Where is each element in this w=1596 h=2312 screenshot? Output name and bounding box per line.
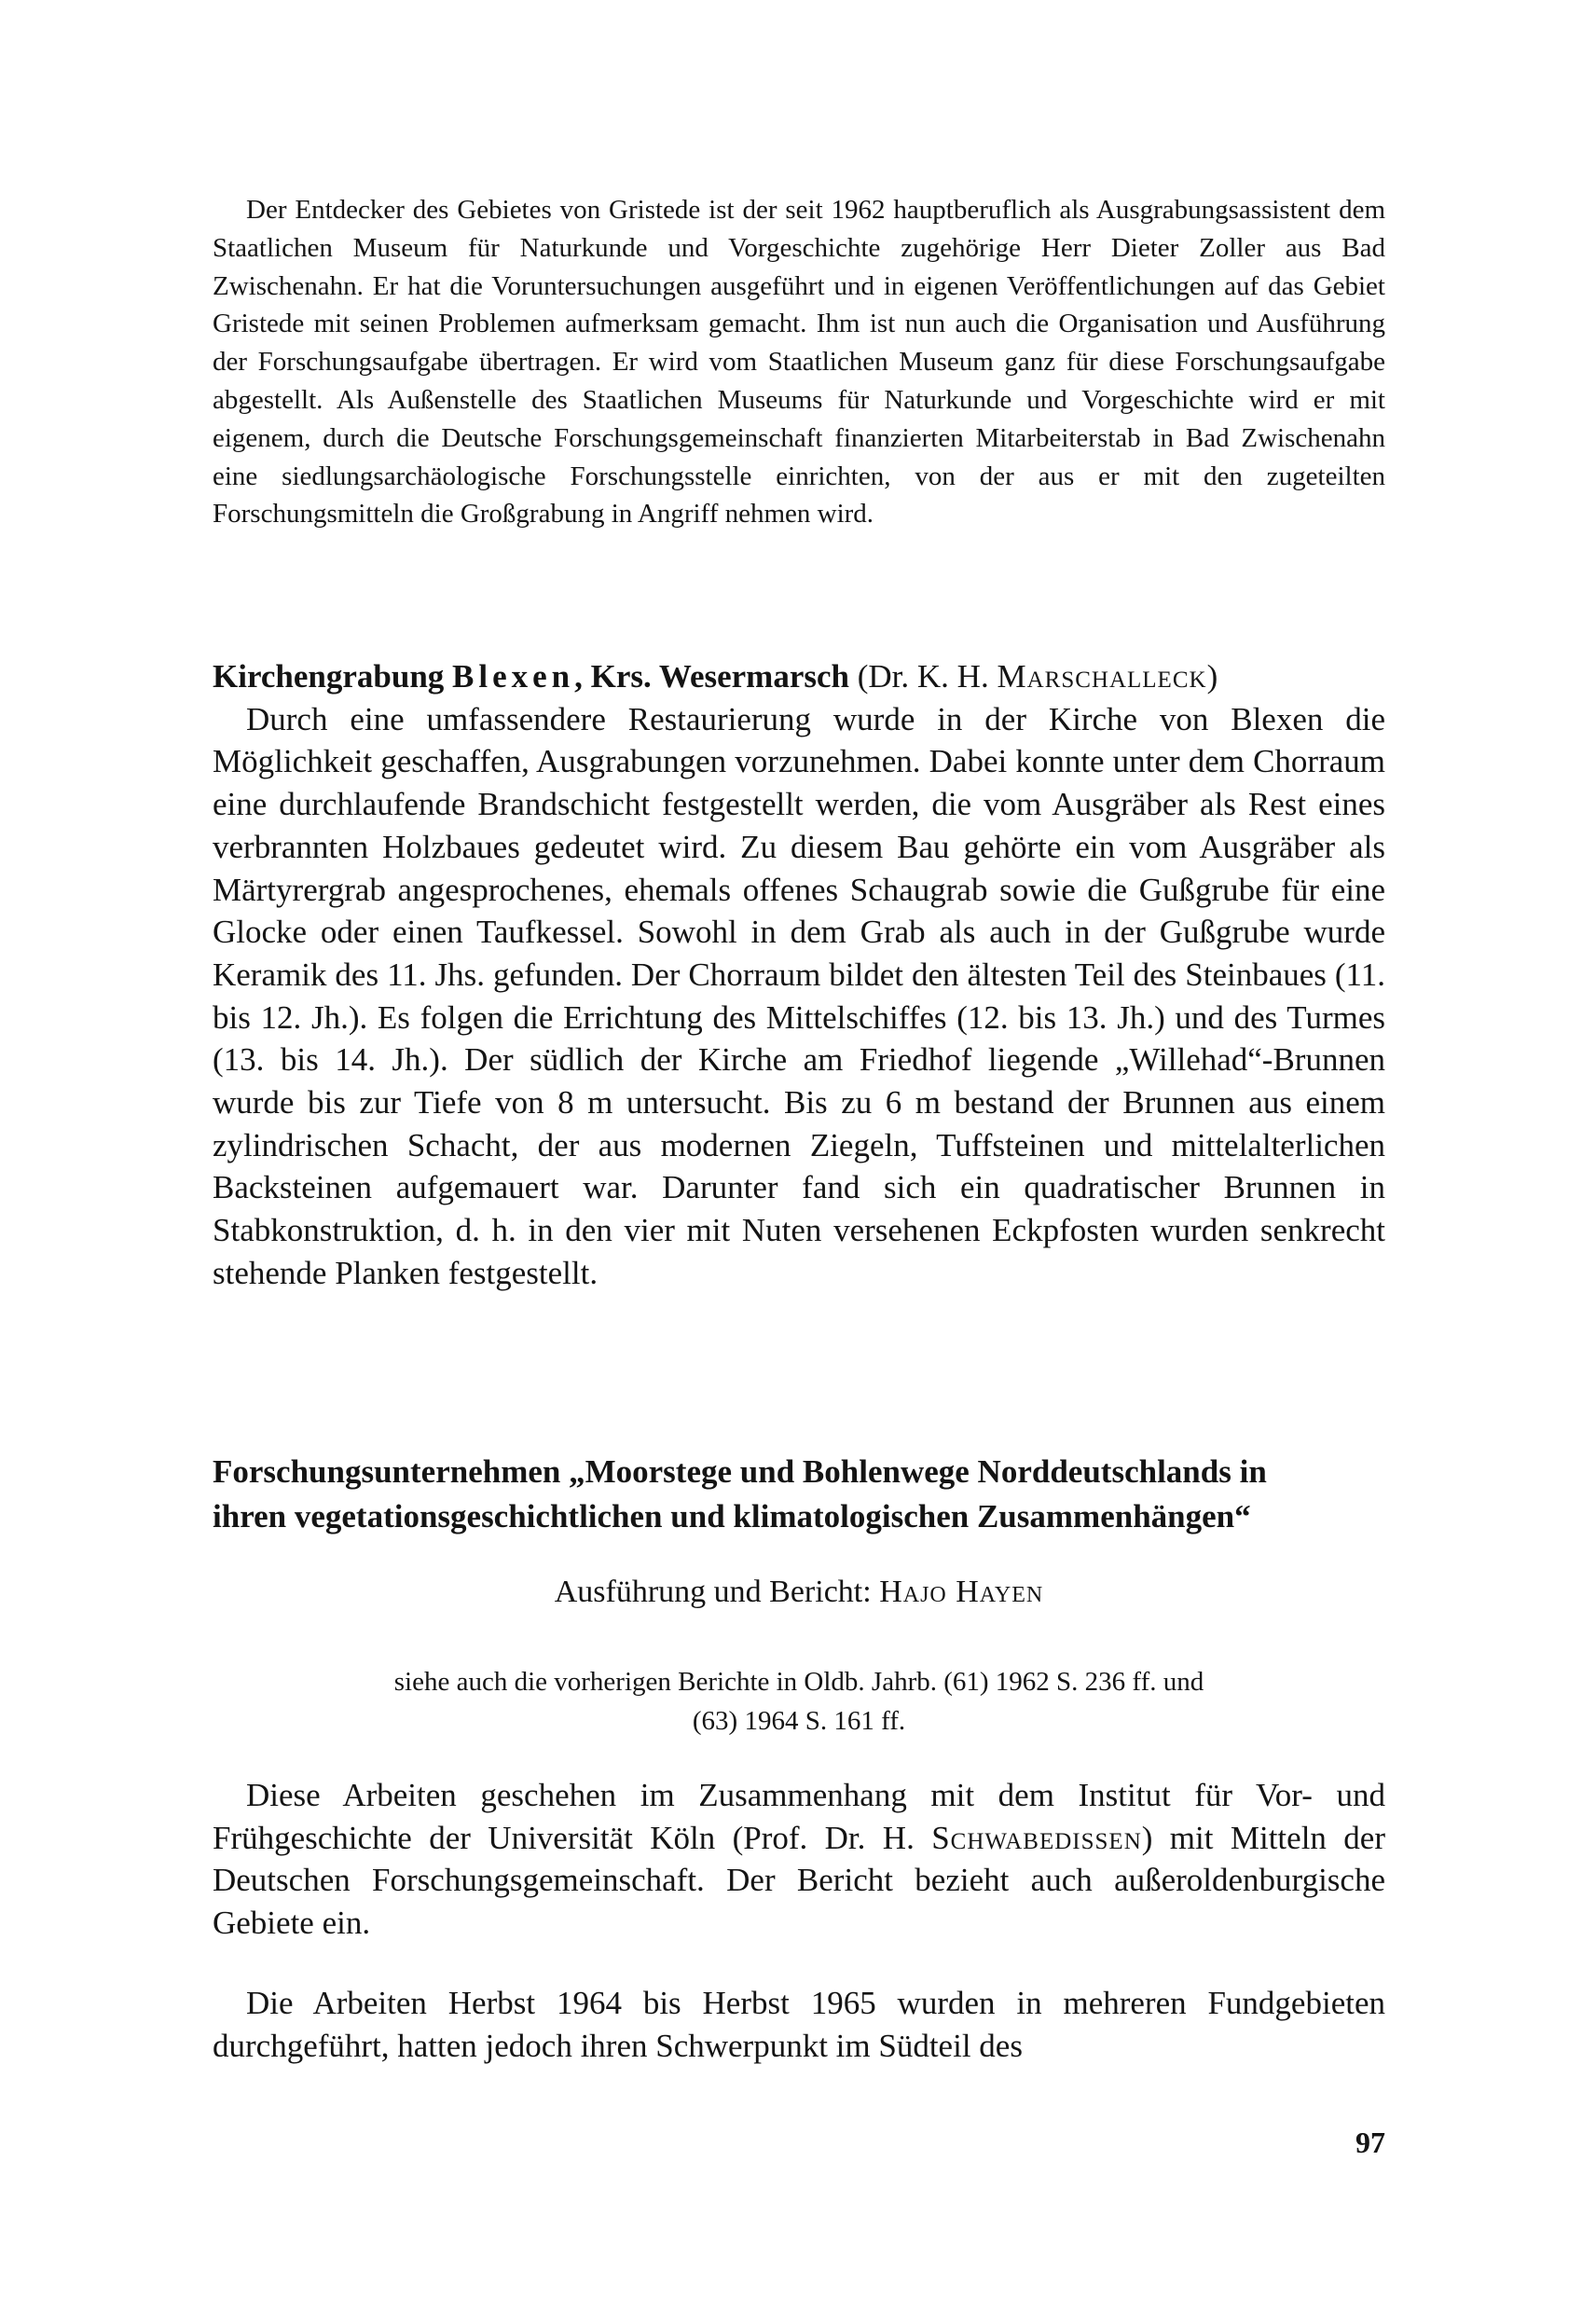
moorstege-heading xyxy=(213,1450,1385,1539)
credit-name: Hajo Hayen xyxy=(879,1575,1044,1609)
moorstege-paragraph-2: Die Arbeiten Herbst 1964 bis Herbst 1965 wurden in mehreren Fundgebieten durchgeführt, hatten jedoch ihren Schwerpunkt im Südteil des xyxy=(213,1985,1385,2064)
credit-label: Ausführung und Bericht: xyxy=(554,1575,880,1609)
blexen-body: Durch eine umfassendere Restaurierung wurde in der Kirche von Blexen die Möglichkeit geschaffen, Ausgrabungen vorzunehmen. Dabei konnte unter dem Chorraum eine durchlaufende Brandschicht festgestellt werden, die vom Ausgräber als Rest eines verbrannten Holzbaues gedeutet wird. Zu diesem Bau gehörte ein vom Ausgräber als Märtyrergrab angesprochenes, ehemals offenes Schaugrab sowie die Gußgrube für eine Glocke oder einen Taufkessel. Sowohl in dem Grab als auch in der Gußgrube wurde Keramik des 11. Jhs. gefunden. Der Chorraum bildet den ältesten Teil des Steinbaues (11. bis 12. Jh.). Es folgen die Errichtung des Mittelschiffes (12. bis 13. Jh.) und des Turmes (13. bis 14. Jh.). Der südlich der Kirche am Friedhof liegende „Willehad“-Brunnen wurde bis zur Tiefe von 8 m untersucht. Bis zu 6 m bestand der Brunnen aus einem zylindrischen Schacht, der aus modernen Ziegeln, Tuffsteinen und mittelalterlichen Backsteinen aufgemauert war. Darunter fand sich ein quadratischer Brunnen in Stabkonstruktion, d. h. in den vier mit Nuten versehenen Eckpfosten wurden senkrecht stehende Planken festgestellt. xyxy=(213,700,1385,1291)
moorstege-heading-line-2: ihren vegetationsgeschichtlichen und klimatologischen Zusammenhängen“ xyxy=(213,1498,1251,1534)
blexen-paragraph xyxy=(213,655,1385,1295)
heading-suffix: , Krs. Wesermarsch xyxy=(574,658,849,695)
moorstege-credit xyxy=(213,1572,1385,1613)
moorstege-heading-line-1: Forschungsunternehmen „Moorstege und Bohlenwege Norddeutschlands in xyxy=(213,1453,1267,1490)
author-name: Marschalleck xyxy=(997,658,1207,695)
paragraph-1-before: Diese Arbeiten geschehen im Zusammenhang mit dem Institut für Vor- und Frühgeschichte der Universität Köln (Prof. Dr. H. xyxy=(213,1777,1385,1856)
paragraph-1-name: Schwabedissen xyxy=(931,1819,1142,1856)
page-number: 97 xyxy=(1355,2126,1385,2159)
references-line-1: siehe auch die vorherigen Berichte in Oldb. Jahrb. (61) 1962 S. 236 ff. und xyxy=(393,1667,1204,1697)
author-close: ) xyxy=(1206,658,1218,695)
author-open: (Dr. K. H. xyxy=(849,658,998,695)
moorstege-references xyxy=(213,1662,1385,1741)
references-line-2: (63) 1964 S. 161 ff. xyxy=(692,1706,906,1736)
intro-paragraph: Der Entdecker des Gebietes von Gristede ist der seit 1962 hauptberuflich als Ausgrabungsassistent dem Staatlichen Museum für Naturkunde und Vorgeschichte zugehörige Herr Dieter Zoller aus Bad Zwischenahn. Er hat die Voruntersuchungen ausgeführt und in eigenen Veröffentlichungen auf das Gebiet Gristede mit seinen Problemen aufmerksam gemacht. Ihm ist nun auch die Organisation und Ausführung der Forschungsaufgabe übertragen. Er wird vom Staatlichen Museum ganz für diese Forschungsaufgabe abgestellt. Als Außenstelle des Staatlichen Museums für Naturkunde und Vorgeschichte wird er mit eigenem, durch die Deutsche Forschungsgemeinschaft finanzierten Mitarbeiterstab in Bad Zwischenahn eine siedlungsarchäologische Forschungsstelle einrichten, von der aus er mit den zugeteilten Forschungsmitteln die Großgrabung in Angriff nehmen wird. xyxy=(213,195,1385,530)
paragraph-1-after: ) mit Mitteln der Deutschen Forschungsgemeinschaft. Der Bericht bezieht auch außeroldenburgische Gebiete ein. xyxy=(213,1819,1385,1942)
moorstege-paragraph-1 xyxy=(213,1774,1385,1945)
blexen-section xyxy=(213,655,1385,1295)
heading-prefix: Kirchengrabung xyxy=(213,658,453,695)
blexen-heading xyxy=(213,658,849,695)
heading-place: Blexen xyxy=(452,658,575,695)
